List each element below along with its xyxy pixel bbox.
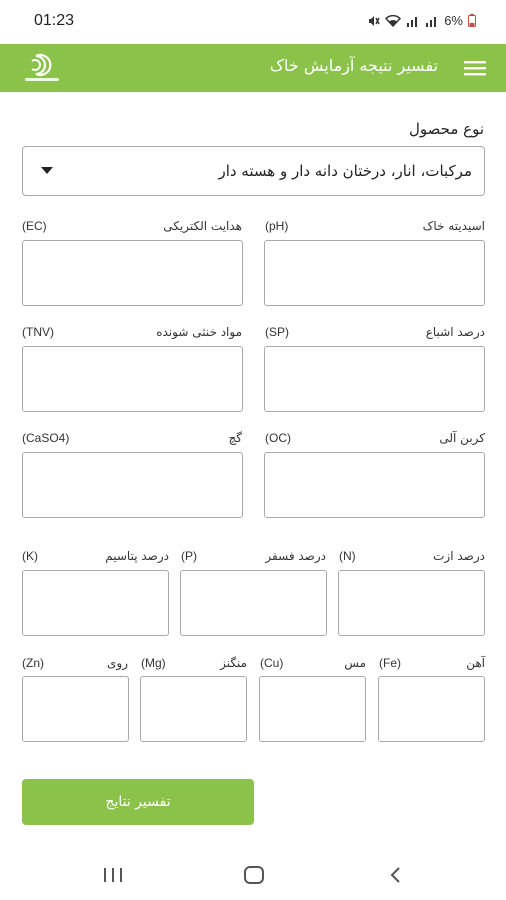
status-icons <box>366 13 476 28</box>
status-bar <box>0 0 506 44</box>
battery-percent: 6% <box>444 13 463 28</box>
oc-unit: (OC) <box>265 431 291 445</box>
p-input[interactable] <box>180 570 327 636</box>
sp-label: درصد اشباع <box>425 325 485 339</box>
status-time: 01:23 <box>34 12 75 29</box>
cu-unit: (Cu) <box>260 656 284 670</box>
signal-2-icon <box>425 15 439 27</box>
back-icon[interactable] <box>386 865 406 885</box>
ph-input[interactable] <box>264 240 485 306</box>
mg-input[interactable] <box>140 676 247 742</box>
caso4-label: گچ <box>228 431 242 445</box>
ec-unit: (EC) <box>22 219 47 233</box>
cu-label: مس <box>344 656 366 670</box>
n-label: درصد ازت <box>433 549 485 563</box>
home-icon[interactable] <box>243 865 265 885</box>
tnv-label: مواد خنثی شونده <box>156 325 242 339</box>
ph-unit: (pH) <box>265 219 289 233</box>
page-title: تفسیر نتیجه آزمایش خاک <box>269 56 438 75</box>
p-label: درصد فسفر <box>265 549 326 563</box>
sp-unit: (SP) <box>265 325 289 339</box>
product-type-label: نوع محصول <box>408 120 484 138</box>
k-unit: (K) <box>22 549 38 563</box>
fe-unit: (Fe) <box>379 656 401 670</box>
zn-unit: (Zn) <box>22 656 44 670</box>
n-input[interactable] <box>338 570 485 636</box>
k-label: درصد پتاسیم <box>105 549 169 563</box>
ec-input[interactable] <box>22 240 243 306</box>
wifi-icon <box>385 14 401 27</box>
mute-icon <box>366 14 380 28</box>
product-type-value: مرکبات، انار، درختان دانه دار و هسته دار <box>218 162 472 180</box>
sp-input[interactable] <box>264 346 485 412</box>
zn-label: روی <box>107 656 128 670</box>
k-input[interactable] <box>22 570 169 636</box>
signal-icon <box>406 15 420 27</box>
fe-label: آهن <box>466 656 485 670</box>
mg-label: منگنز <box>220 656 247 670</box>
dropdown-arrow-icon <box>41 167 53 174</box>
app-bar <box>0 44 506 92</box>
logo-icon <box>20 50 66 86</box>
recent-apps-icon[interactable] <box>102 865 124 885</box>
interpret-results-button[interactable]: تفسیر نتایج <box>22 779 254 825</box>
system-nav-bar <box>0 850 506 900</box>
ec-label: هدایت الکتریکی <box>163 219 242 233</box>
hamburger-menu-icon[interactable] <box>463 58 487 78</box>
oc-input[interactable] <box>264 452 485 518</box>
product-type-select[interactable] <box>22 146 485 196</box>
cu-input[interactable] <box>259 676 366 742</box>
battery-icon <box>468 14 476 27</box>
ph-label: اسیدیته خاک <box>422 219 485 233</box>
oc-label: کربن آلی <box>439 431 485 445</box>
n-unit: (N) <box>339 549 356 563</box>
caso4-input[interactable] <box>22 452 243 518</box>
p-unit: (P) <box>181 549 197 563</box>
zn-input[interactable] <box>22 676 129 742</box>
tnv-unit: (TNV) <box>22 325 54 339</box>
caso4-unit: (CaSO4) <box>22 431 70 445</box>
tnv-input[interactable] <box>22 346 243 412</box>
mg-unit: (Mg) <box>141 656 166 670</box>
fe-input[interactable] <box>378 676 485 742</box>
